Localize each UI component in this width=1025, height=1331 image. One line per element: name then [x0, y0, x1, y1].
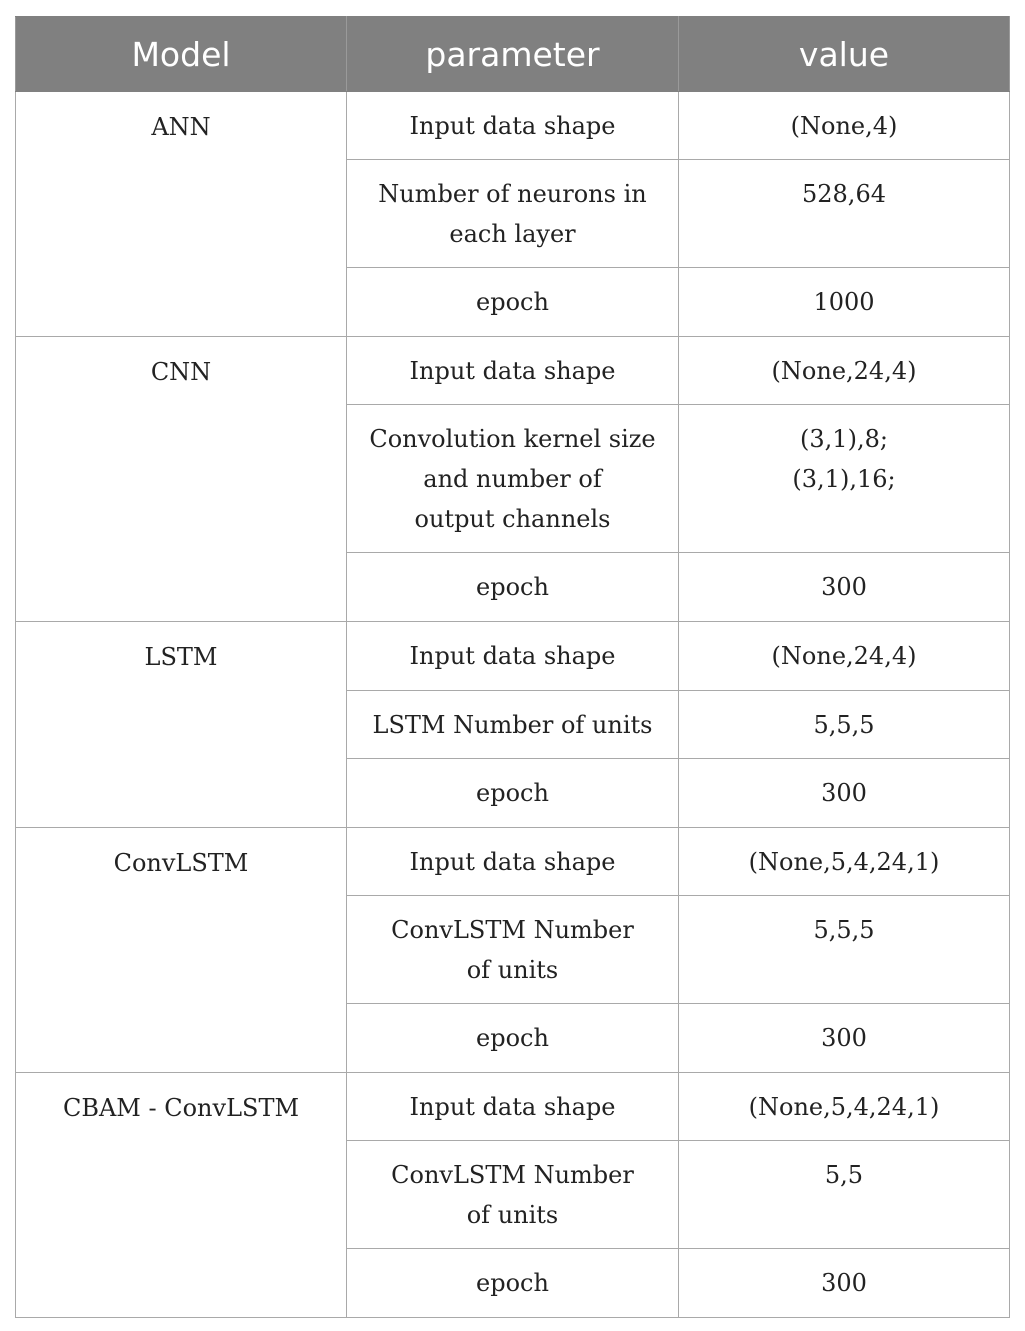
model-cell-cnn: CNN: [16, 337, 347, 622]
header-model: Model: [16, 17, 347, 92]
parameters-table: [15, 16, 1010, 1318]
table-body: [16, 92, 1010, 1318]
value-cell: (None,5,4,24,1): [679, 1073, 1010, 1141]
parameter-cell: Input data shape: [347, 622, 679, 691]
value-cell: (None,4): [679, 92, 1010, 160]
parameter-cell: Convolution kernel size and number of output channels: [347, 405, 679, 553]
table-row: [16, 92, 1010, 160]
value-cell: 300: [679, 553, 1010, 622]
model-cell-lstm: LSTM: [16, 622, 347, 828]
model-cell-convlstm: ConvLSTM: [16, 828, 347, 1073]
value-cell: 1000: [679, 268, 1010, 337]
value-cell: 300: [679, 1004, 1010, 1073]
parameter-cell: ConvLSTM Number of units: [347, 896, 679, 1004]
model-cell-ann: ANN: [16, 92, 347, 337]
parameter-cell: Input data shape: [347, 337, 679, 405]
value-cell: (None,5,4,24,1): [679, 828, 1010, 896]
parameter-cell: ConvLSTM Number of units: [347, 1141, 679, 1249]
table-row: [16, 337, 1010, 405]
parameter-cell: Input data shape: [347, 828, 679, 896]
value-cell: 5,5: [679, 1141, 1010, 1249]
parameter-cell: epoch: [347, 268, 679, 337]
parameter-cell: epoch: [347, 1249, 679, 1318]
table-row: [16, 1073, 1010, 1141]
parameter-cell: LSTM Number of units: [347, 691, 679, 759]
parameter-cell: Number of neurons in each layer: [347, 160, 679, 268]
value-cell: 528,64: [679, 160, 1010, 268]
parameter-cell: epoch: [347, 759, 679, 828]
header-value: value: [679, 17, 1010, 92]
model-cell-cbam-convlstm: CBAM - ConvLSTM: [16, 1073, 347, 1318]
table-row: [16, 828, 1010, 896]
parameter-cell: Input data shape: [347, 92, 679, 160]
value-cell: (3,1),8; (3,1),16;: [679, 405, 1010, 553]
value-cell: (None,24,4): [679, 337, 1010, 405]
value-cell: 300: [679, 1249, 1010, 1318]
parameter-cell: epoch: [347, 1004, 679, 1073]
parameter-cell: Input data shape: [347, 1073, 679, 1141]
table-row: [16, 622, 1010, 691]
value-cell: 5,5,5: [679, 691, 1010, 759]
header-row: [16, 17, 1010, 92]
value-cell: 300: [679, 759, 1010, 828]
header-parameter: parameter: [347, 17, 679, 92]
parameter-cell: epoch: [347, 553, 679, 622]
value-cell: 5,5,5: [679, 896, 1010, 1004]
table-header: [16, 17, 1010, 92]
value-cell: (None,24,4): [679, 622, 1010, 691]
